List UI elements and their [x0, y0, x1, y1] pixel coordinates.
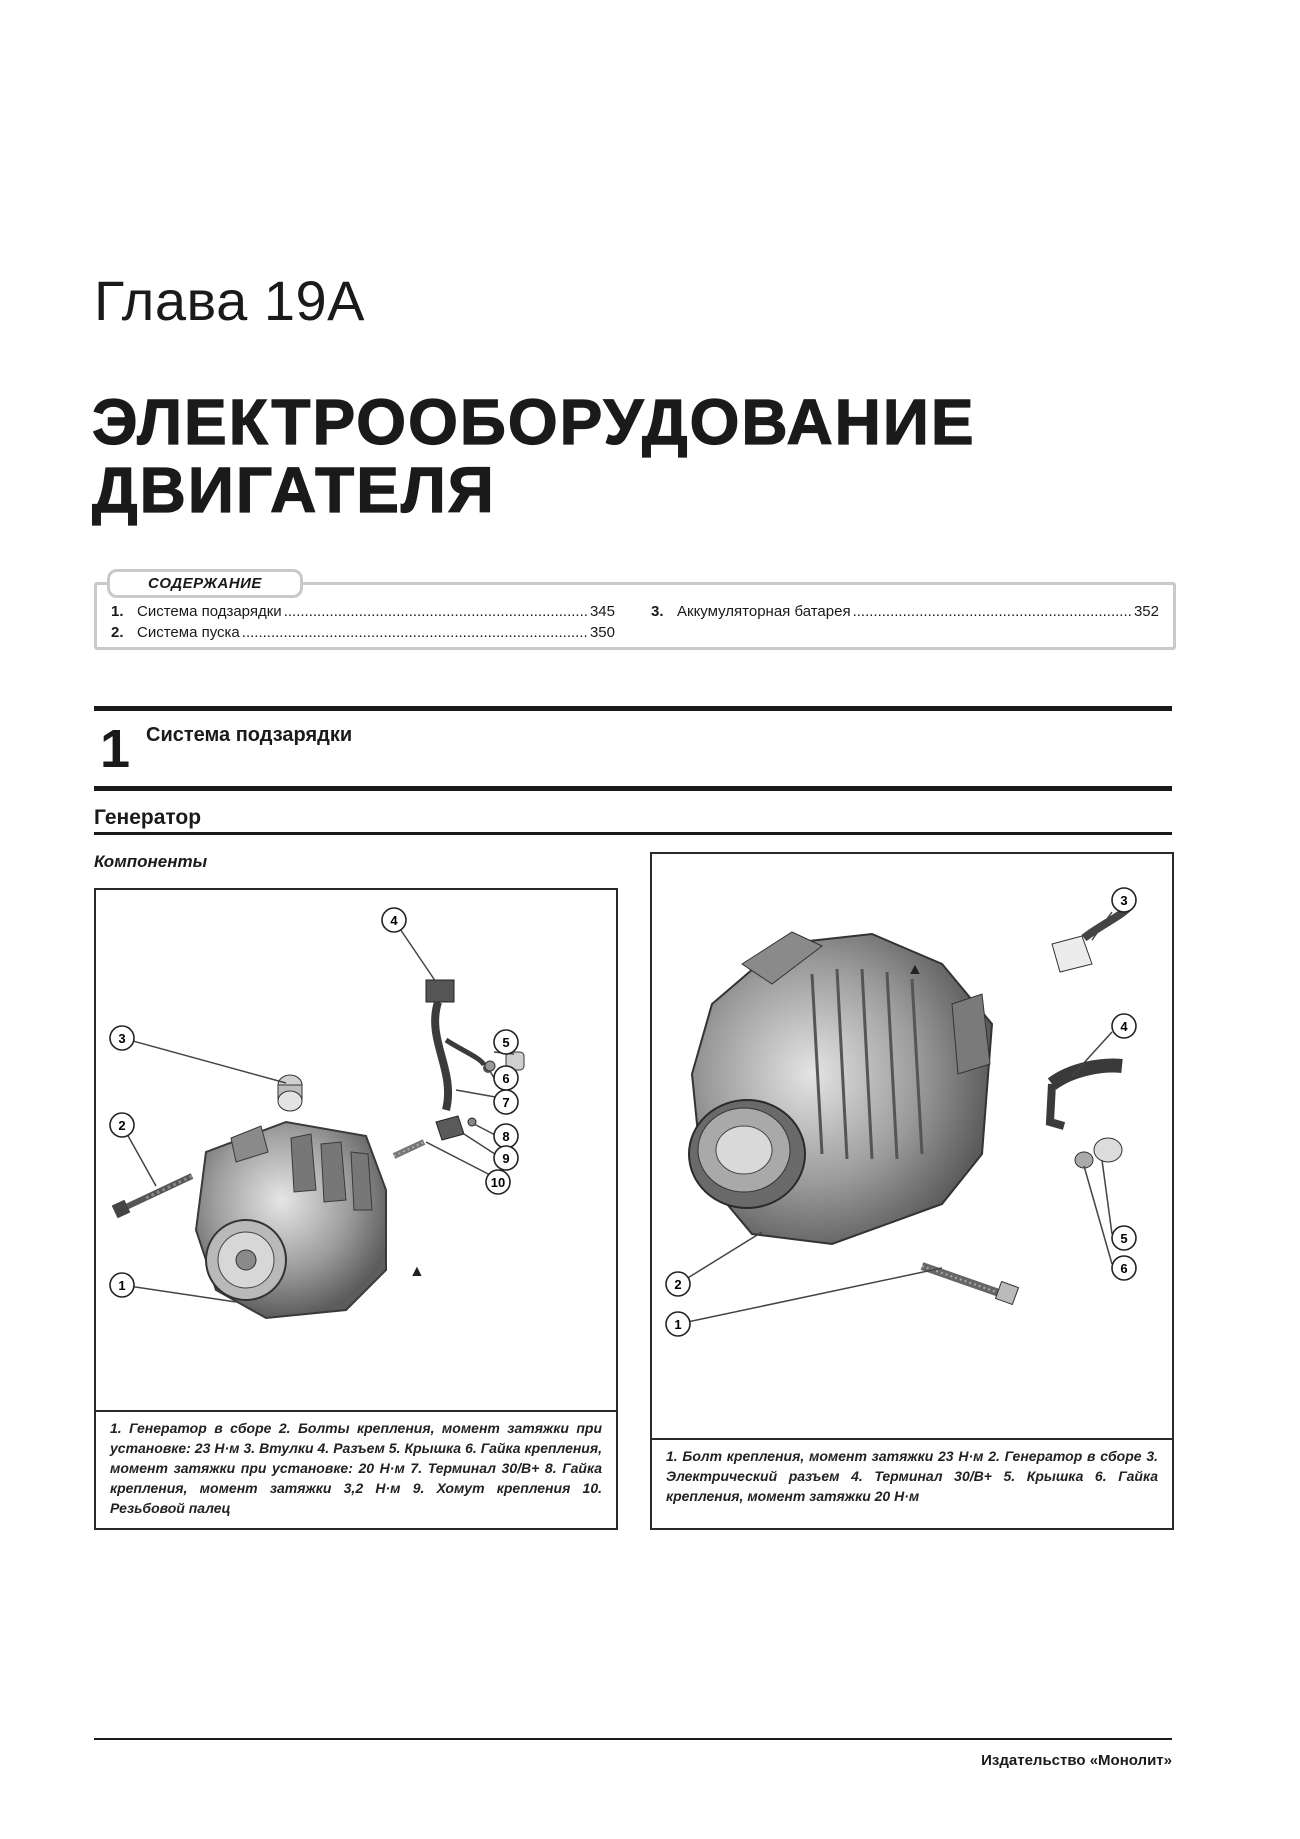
- callout-number: 9: [502, 1151, 510, 1166]
- callout-number: 1: [118, 1278, 126, 1293]
- bushing-part: [278, 1075, 302, 1111]
- toc-leader-dots: [284, 601, 588, 622]
- toc-item-page: 350: [589, 624, 615, 641]
- callout-number: 8: [502, 1129, 510, 1144]
- subsection-title: Генератор: [94, 806, 202, 829]
- svg-text:▲: ▲: [907, 961, 923, 978]
- figure-left-caption: 1. Генератор в сборе 2. Болты крепления, момент затяжки при установке: 23 Н·м 3. Втулки 4. Разъем 5. Крышка 6. Гайка крепления, момент затяжки при установке: 20 Н·м 7. Терминал 30/B+ 8. Гайка крепления, момент затяжки 3,2 Н·м 9. Хомут крепления 10. Резьбовой палец: [96, 1410, 616, 1526]
- callout-number: 6: [502, 1071, 510, 1086]
- toc-item-page: 345: [589, 603, 615, 620]
- toc-item-label: Аккумуляторная батарея: [677, 603, 851, 620]
- callout-number: 1: [674, 1317, 682, 1332]
- figure-left: [94, 888, 618, 1530]
- mounting-bolt-part: [112, 1176, 192, 1218]
- toc-item-page: 352: [1133, 603, 1159, 620]
- callout-number: 2: [674, 1277, 682, 1292]
- toc-item[interactable]: [651, 601, 1159, 622]
- alternator-body: [196, 1122, 425, 1318]
- alternator-body: [689, 932, 992, 1244]
- publisher-footer: Издательство «Монолит»: [981, 1752, 1172, 1769]
- toc-item-number: 2.: [111, 624, 124, 641]
- callout-number: 5: [502, 1035, 510, 1050]
- toc-item-number: 1.: [111, 603, 124, 620]
- components-label: Компоненты: [94, 852, 208, 871]
- callout-number: 2: [118, 1118, 126, 1133]
- electrical-connector-part: [1052, 904, 1132, 972]
- section-title: Система подзарядки: [146, 724, 353, 746]
- footer-rule: [94, 1738, 1172, 1740]
- toc-item[interactable]: [111, 622, 615, 643]
- toc-leader-dots: [853, 601, 1132, 622]
- terminal-clamp-stud-parts: [394, 1116, 476, 1156]
- callout-number: 5: [1120, 1231, 1128, 1246]
- toc-box: [94, 575, 1176, 650]
- terminal-part: [1050, 1066, 1122, 1126]
- subsection-rule: [94, 832, 1172, 835]
- callout-number: 7: [502, 1095, 510, 1110]
- svg-text:▲: ▲: [409, 1263, 425, 1280]
- figure-right-caption: 1. Болт крепления, момент затяжки 23 Н·м 2. Генератор в сборе 3. Электрический разъем 4. Терминал 30/B+ 5. Крышка 6. Гайка крепления, момент затяжки 20 Н·м: [652, 1438, 1172, 1526]
- alternator-exploded-view-right: [652, 854, 1172, 1438]
- mounting-bolt-part: [922, 1266, 1019, 1305]
- callout-number: 3: [118, 1031, 126, 1046]
- alternator-exploded-view-left: [96, 890, 616, 1410]
- toc-heading: СОДЕРЖАНИЕ: [107, 569, 303, 598]
- toc-item[interactable]: [111, 601, 615, 622]
- callout-number: 4: [390, 913, 398, 928]
- section-bottom-rule: [94, 786, 1172, 791]
- toc-item-label: Система пуска: [137, 624, 240, 641]
- page-title: ЭЛЕКТРООБОРУДОВАНИЕ ДВИГАТЕЛЯ: [92, 386, 976, 526]
- callout-number: 10: [490, 1175, 506, 1190]
- callout-number: 3: [1120, 893, 1128, 908]
- toc-item-label: Система подзарядки: [137, 603, 282, 620]
- figure-right: [650, 852, 1174, 1530]
- cap-nut-parts: [1075, 1138, 1122, 1168]
- chapter-label: Глава 19А: [94, 269, 365, 332]
- callout-number: 6: [1120, 1261, 1128, 1276]
- toc-item-number: 3.: [651, 603, 664, 620]
- section-number: 1: [100, 719, 131, 779]
- section-top-rule: [94, 706, 1172, 711]
- toc-leader-dots: [242, 622, 588, 643]
- callout-number: 4: [1120, 1019, 1128, 1034]
